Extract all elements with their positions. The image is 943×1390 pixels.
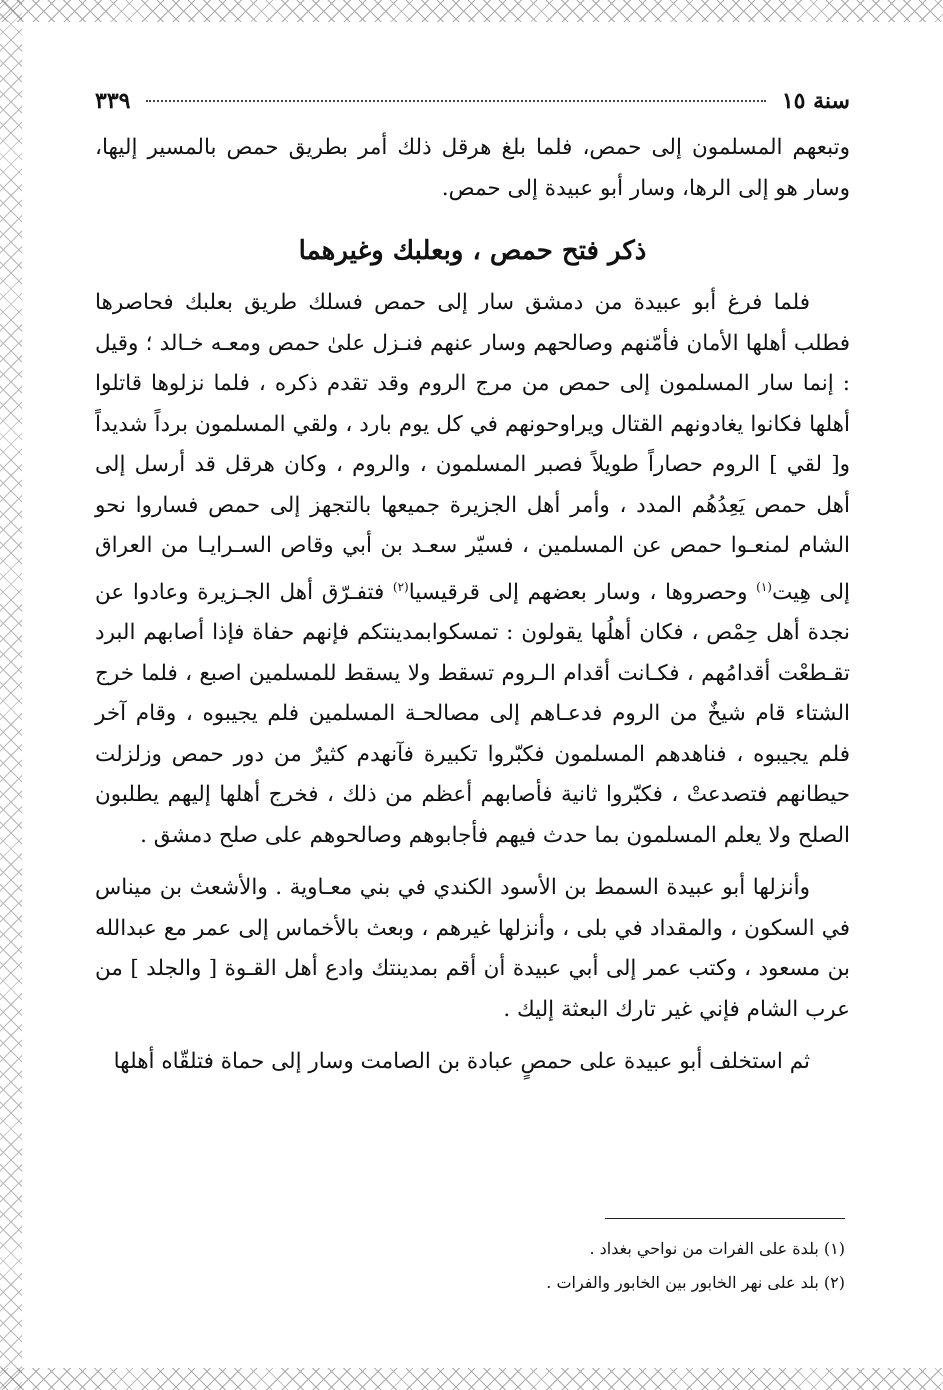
footnote-ref-1: (١) — [756, 579, 772, 594]
decorative-border-top — [0, 0, 943, 22]
footnote-1: (١) بلدة على الفرات من نواحي بغداد . — [589, 1239, 845, 1258]
header-year: سنة ١٥ — [781, 88, 850, 114]
paragraph-2-part-a: فلما فرغ أبو عبيدة من دمشق سار إلى حمص فسلك طريق بعلبك فحاصرها فطلب أهلها الأمان فأمّنهم وصالحهم وسار عنهم فنـزل علىٰ حمص ومعـه خـالد ؛ وقيل : إنما سار المسلمون إلى حمص من مرج الروم وقد تقدم ذكره ، فلما نزلوها قاتلوا أهلها فكانوا يغادونهم القتال ويراوحونهم في كل يوم بارد ، ولقي المسلمون برداً شديداً و[ لقي ] الروم حصاراً طويلاً فصبر المسلمون ، والروم ، وكان هرقل قد أرسل إلى أهل حمص يَعِدُهُم المدد ، وأمر أهل الجزيرة جميعها بالتجهز إلى حمص فساروا نحو الشام لمنعـوا حمص عن المسلمين ، فسيّر سعـد بن أبي وقاص السـرايـا من العراق إلى هِيت — [95, 290, 851, 605]
footnotes — [400, 1232, 845, 1300]
page-number: ٣٣٩ — [95, 88, 131, 114]
decorative-border-bottom — [0, 1368, 943, 1390]
footnote-2: (٢) بلد على نهر الخابور بين الخابور والفرات . — [546, 1273, 845, 1292]
section-title: ذكر فتح حمص ، وبعلبك وغيرهما — [298, 236, 647, 266]
paragraph-2 — [95, 283, 850, 856]
paragraph-2-part-b: وحصروها ، وسار بعضهم إلى قرقيسيا — [408, 579, 757, 605]
header-dotted-leader — [146, 100, 765, 102]
running-header — [95, 88, 850, 114]
paragraph-4: ثم استخلف أبو عبيدة على حمصٍ عبادة بن الصامت وسار إلى حماة فتلقّاه أهلها — [113, 1049, 810, 1075]
decorative-border-left — [0, 0, 22, 1390]
footnote-ref-2: (٢) — [392, 579, 409, 594]
paragraph-2-part-c: فتفـرّق أهل الجـزيرة وعادوا عن نجدة أهل حِمْص ، فكان أهلُها يقولون : تمسكوابمدينتكم فإنهم حفاة فإذا أصابهم البرد تقـطعْت أقدامُهم ، فكـانت أقدام الـروم تسقط ولا يسقط للمسلمين اصبع ، فلما خرج الشتاء قام شيخٌ من الروم فدعـاهم إلى مصالحـة المسلمين فلم يجيبوه ، وقام آخر فلم يجيبوه ، فناهدهم المسلمون فكبّروا تكبيرة فآنهدم كثيرٌ من دور حمص وزلزلت حيطانهم فتصدعتْ ، فكبّروا ثانية فأصابهم أعظم من ذلك ، فخرج أهلها إليهم يطلبون الصلح ولا يعلم المسلمون بما حدث فيهم فأجابوهم وصالحوهم على صلح دمشق . — [95, 579, 850, 848]
paragraph-3: وأنزلها أبو عبيدة السمط بن الأسود الكندي في بني معـاوية . والأشعث بن ميناس في السكون ، والمقداد في بلى ، وأنزلها غيرهم ، وبعث بالأخماس إلى عمر مع عبدالله بن مسعود ، وكتب عمر إلى أبي عبيدة أن أقم بمدينتك وادع أهل القـوة [ والجلد ] من عرب الشام فإني غير تارك البعثة إليك . — [95, 875, 850, 1022]
page-body — [95, 88, 850, 1083]
paragraph-1: وتبعهم المسلمون إلى حمص، فلما بلغ هرقل ذلك أمر بطريق حمص بالمسير إليها، وسار هو إلى الرها، وسار أبو عبيدة إلى حمص. — [95, 135, 850, 201]
footnote-separator — [605, 1218, 845, 1219]
